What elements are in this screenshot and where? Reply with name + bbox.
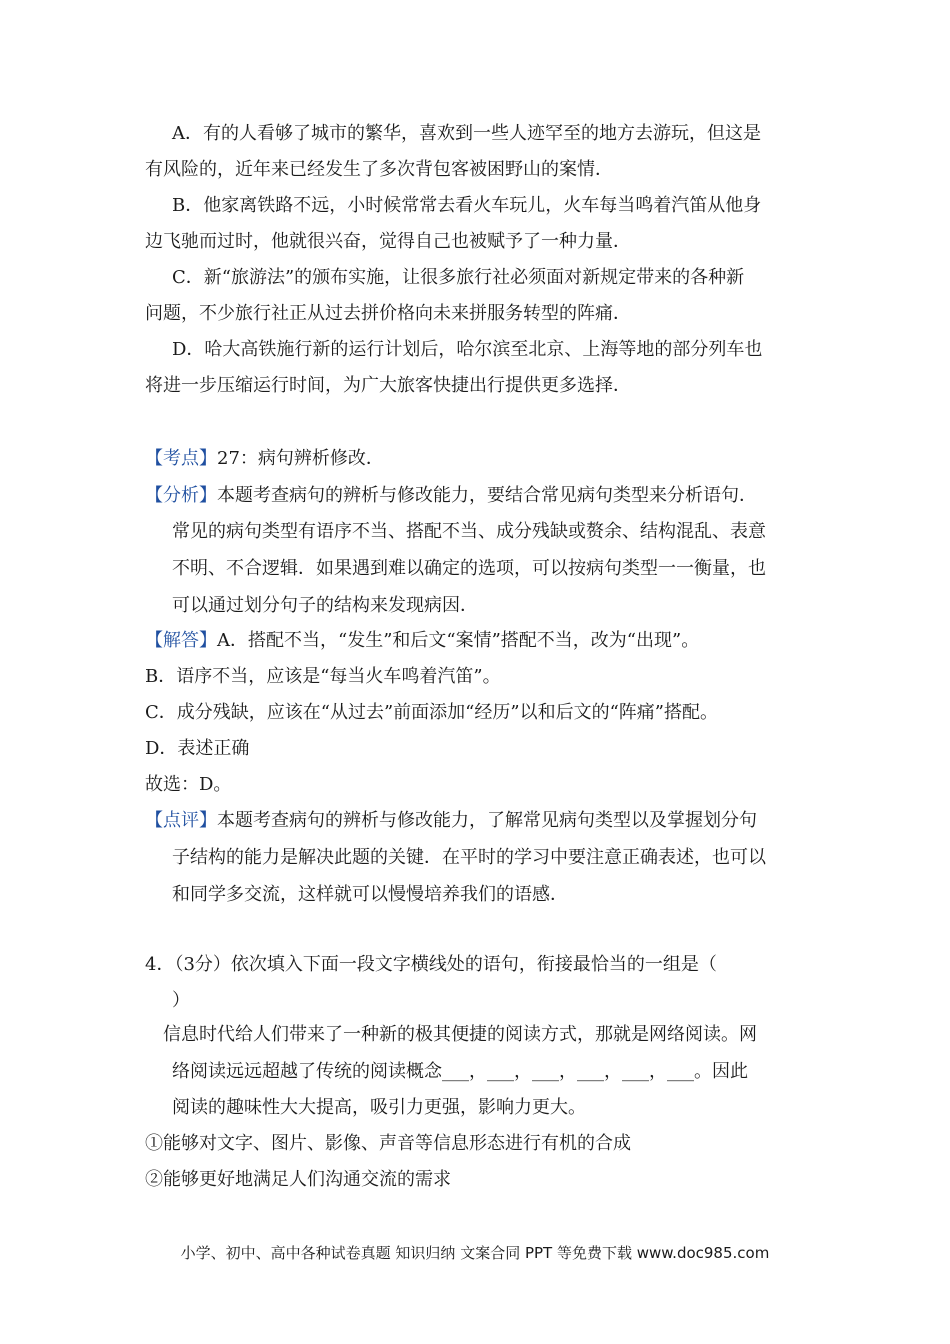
question-4-stem-line-1: 4．（3分）依次填入下面一段文字横线处的语句，衔接最恰当的一组是（ (145, 954, 717, 975)
fenxi-line-4: 可以通过划分句子的结构来发现病因． (172, 595, 478, 616)
jieda-line-d: D．表述正确 (145, 738, 250, 759)
fenxi-line-1 (145, 483, 757, 509)
answer-line: 故选：D。 (145, 774, 232, 795)
kaodian-tag: 【考点】 (145, 448, 217, 469)
fenxi-line-3: 不明、不合逻辑．如果遇到难以确定的选项，可以按病句类型一一衡量，也 (172, 558, 766, 579)
question-4-item-2: ②能够更好地满足人们沟通交流的需求 (145, 1169, 451, 1190)
question-4-stem-line-2: ） (172, 990, 190, 1011)
fenxi-tag: 【分析】 (145, 485, 217, 506)
jieda-tag: 【解答】 (145, 630, 217, 651)
dianping-line-1 (145, 808, 757, 834)
jieda-text-a: A．搭配不当，“发生”和后文“案情”搭配不当，改为“出现”。 (217, 630, 700, 651)
option-a-line-1: A．有的人看够了城市的繁华，喜欢到一些人迹罕至的地方去游玩，但这是 (172, 123, 761, 144)
option-d-line-1: D．哈大高铁施行新的运行计划后，哈尔滨至北京、上海等地的部分列车也 (172, 339, 763, 360)
dianping-line-3: 和同学多交流，这样就可以慢慢培养我们的语感． (172, 884, 568, 905)
option-d-line-2: 将进一步压缩运行时间，为广大旅客快捷出行提供更多选择． (145, 375, 631, 396)
dianping-tag: 【点评】 (145, 810, 217, 831)
fenxi-line-2: 常见的病句类型有语序不当、搭配不当、成分残缺或赘余、结构混乱、表意 (172, 521, 766, 542)
question-4-item-1: ①能够对文字、图片、影像、声音等信息形态进行有机的合成 (145, 1133, 631, 1154)
dianping-line-2: 子结构的能力是解决此题的关键．在平时的学习中要注意正确表述，也可以 (172, 847, 766, 868)
option-c-line-2: 问题，不少旅行社正从过去拼价格向未来拼服务转型的阵痛． (145, 303, 631, 324)
jieda-line-b: B．语序不当，应该是“每当火车鸣着汽笛”。 (145, 666, 501, 687)
question-4-passage-line-3: 阅读的趣味性大大提高，吸引力更强，影响力更大。 (172, 1097, 586, 1118)
option-b-line-1: B．他家离铁路不远，小时候常常去看火车玩儿，火车每当鸣着汽笛从他身 (172, 195, 762, 216)
question-4-passage-line-2: 络阅读远远超越了传统的阅读概念___，___，___，___，___，___。因此 (172, 1061, 748, 1082)
option-a-line-2: 有风险的，近年来已经发生了多次背包客被困野山的案情． (145, 159, 613, 180)
kaodian-line (145, 446, 384, 472)
dianping-text-1: 本题考查病句的辨析与修改能力，了解常见病句类型以及掌握划分句 (217, 810, 757, 831)
jieda-line-a (145, 628, 699, 654)
jieda-line-c: C．成分残缺，应该在“从过去”前面添加“经历”以和后文的“阵痛”搭配。 (145, 702, 718, 723)
option-c-line-1: C．新“旅游法”的颁布实施，让很多旅行社必须面对新规定带来的各种新 (172, 267, 745, 288)
kaodian-text: 27：病句辨析修改． (217, 448, 384, 469)
page-footer: 小学、初中、高中各种试卷真题 知识归纳 文案合同 PPT 等免费下载 www.doc985.com (180, 1244, 770, 1262)
question-4-passage-line-1: 信息时代给人们带来了一种新的极其便捷的阅读方式，那就是网络阅读。网 (163, 1024, 757, 1045)
fenxi-text-1: 本题考查病句的辨析与修改能力，要结合常见病句类型来分析语句． (217, 485, 757, 506)
option-b-line-2: 边飞驰而过时，他就很兴奋，觉得自己也被赋予了一种力量． (145, 231, 631, 252)
